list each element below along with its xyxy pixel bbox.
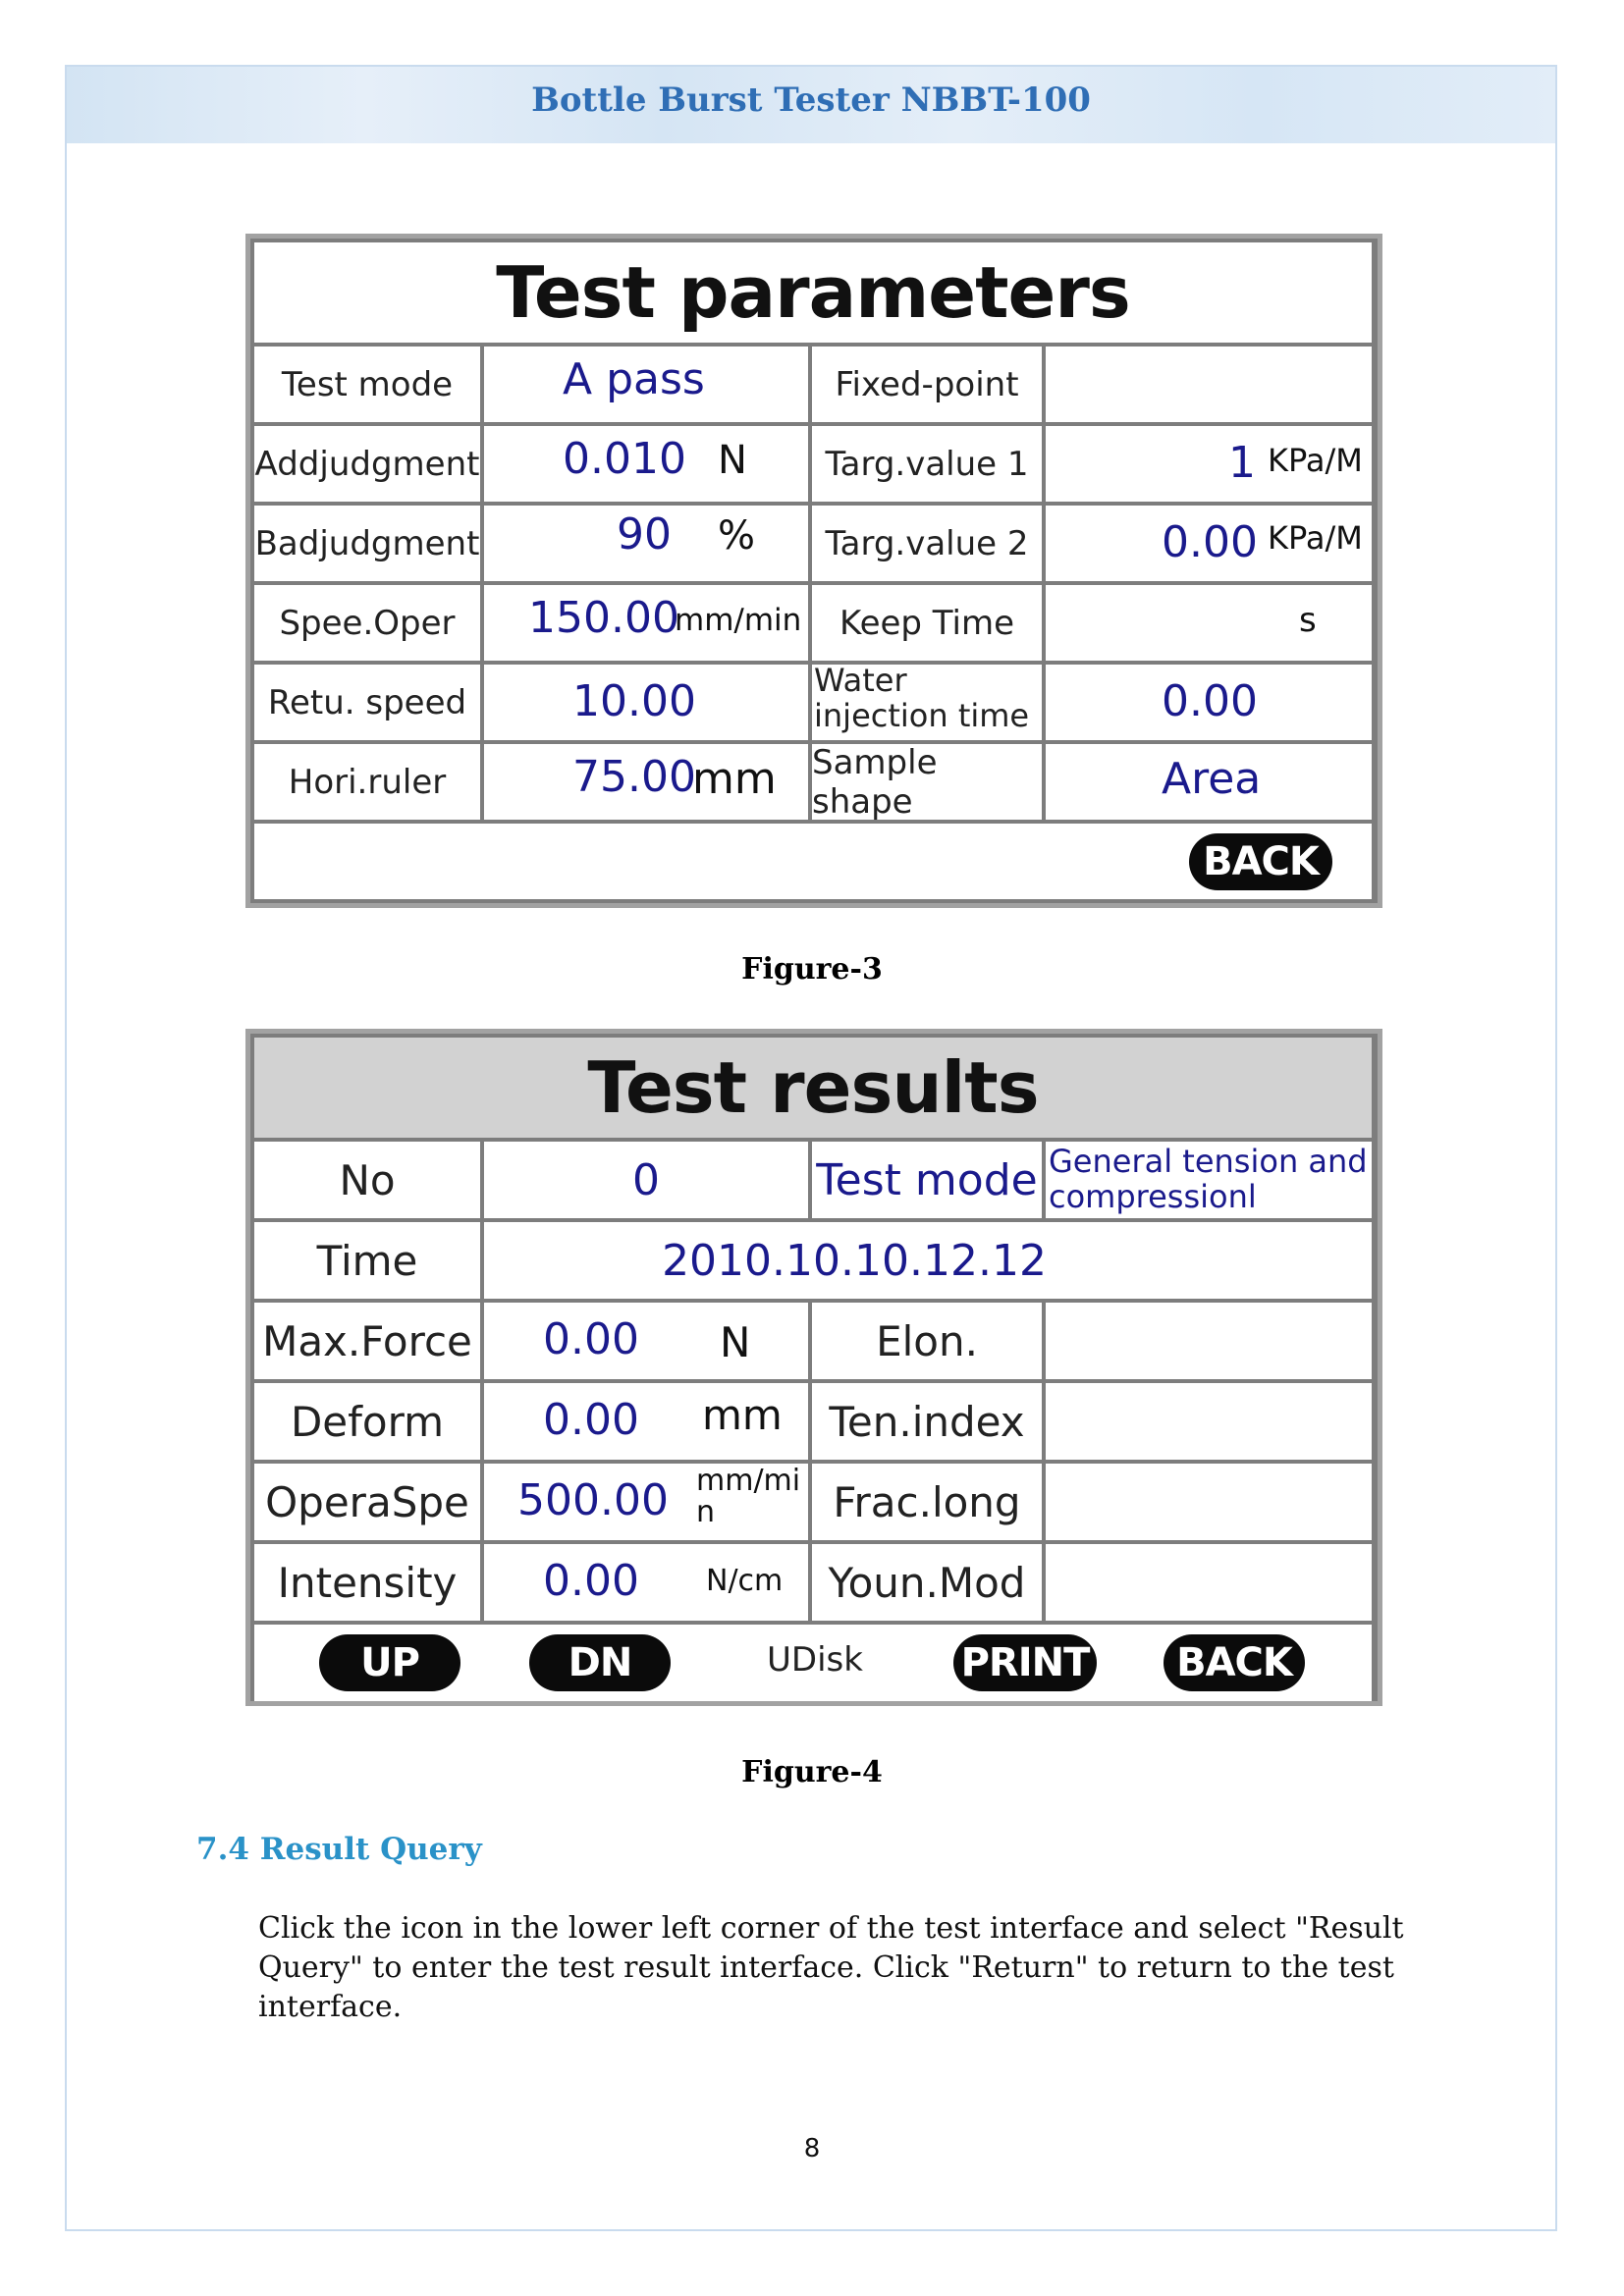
max-force-value: 0.00 — [543, 1314, 639, 1364]
elon-value-cell — [1046, 1303, 1372, 1379]
print-button[interactable]: PRINT — [953, 1634, 1097, 1691]
results-button-bar — [254, 1625, 1372, 1701]
badjudgment-label: Badjudgment — [254, 506, 480, 581]
keep-time-cell[interactable] — [1046, 585, 1372, 661]
opera-spe-label: OperaSpe — [254, 1464, 480, 1540]
results-back-button[interactable]: BACK — [1164, 1634, 1305, 1691]
time-value-cell — [484, 1222, 1372, 1299]
fixed-point-label: Fixed-point — [812, 347, 1042, 422]
page-number: 8 — [803, 2134, 821, 2163]
intensity-value-cell — [484, 1544, 808, 1621]
section-body-text: Click the icon in the lower left corner of the test interface and select "Result Query" to enter the test result interface. Click "Return" to return to the test interface. — [258, 1911, 1404, 2024]
up-button[interactable]: UP — [319, 1634, 460, 1691]
water-injection-time-cell[interactable] — [1046, 665, 1372, 740]
dn-button[interactable]: DN — [529, 1634, 671, 1691]
no-value: 0 — [632, 1154, 660, 1205]
max-force-unit: N — [720, 1318, 751, 1366]
ten-index-value-cell — [1046, 1383, 1372, 1460]
frac-long-value-cell — [1046, 1464, 1372, 1540]
deform-value-cell — [484, 1383, 808, 1460]
addjudgment-value-cell[interactable] — [484, 426, 808, 502]
parameters-back-button[interactable]: BACK — [1189, 833, 1332, 890]
sample-shape-cell[interactable] — [1046, 744, 1372, 820]
sample-shape-value: Area — [1162, 754, 1262, 804]
spee-oper-value-cell[interactable] — [484, 585, 808, 661]
no-label: No — [254, 1142, 480, 1218]
targ-value-2-label: Targ.value 2 — [812, 506, 1042, 581]
intensity-unit: N/cm — [706, 1564, 784, 1598]
test-mode-value-cell[interactable] — [484, 347, 808, 422]
time-label: Time — [254, 1222, 480, 1299]
youn-mod-label: Youn.Mod — [812, 1544, 1042, 1621]
mode-value-cell — [1046, 1142, 1372, 1218]
time-value: 2010.10.10.12.12 — [662, 1235, 1047, 1286]
ten-index-label: Ten.index — [812, 1383, 1042, 1460]
figure-3-caption: Figure-3 — [741, 952, 883, 987]
deform-unit: mm — [702, 1391, 783, 1439]
deform-label: Deform — [254, 1383, 480, 1460]
deform-value: 0.00 — [543, 1395, 639, 1445]
test-mode-result-label: Test mode — [816, 1154, 1038, 1205]
frac-long-label: Frac.long — [812, 1464, 1042, 1540]
targ-value-1-label: Targ.value 1 — [812, 426, 1042, 502]
test-parameters-panel — [245, 234, 1382, 908]
targ-value-1-cell[interactable] — [1046, 426, 1372, 502]
youn-mod-value-cell — [1046, 1544, 1372, 1621]
opera-spe-value: 500.00 — [517, 1475, 669, 1525]
opera-spe-value-cell — [484, 1464, 808, 1540]
mode-label-cell — [812, 1142, 1042, 1218]
water-injection-time-label-cell — [812, 662, 1042, 740]
sample-shape-label: Sample shape — [812, 744, 1042, 820]
retu-speed-label: Retu. speed — [254, 665, 480, 740]
targ-value-2-value: 0.00 — [1162, 517, 1258, 567]
test-parameters-title: Test parameters — [254, 242, 1372, 343]
intensity-label: Intensity — [254, 1544, 480, 1621]
section-heading — [196, 1832, 482, 1867]
section-title: Result Query — [259, 1832, 482, 1867]
test-mode-result-value: General tension and compressionl — [1049, 1143, 1368, 1215]
targ-value-2-unit: KPa/M — [1268, 519, 1363, 557]
hori-ruler-unit: mm — [692, 754, 777, 804]
elon-label: Elon. — [812, 1303, 1042, 1379]
parameters-button-bar — [254, 824, 1372, 899]
max-force-label: Max.Force — [254, 1303, 480, 1379]
water-injection-time-label: Water injection time — [814, 662, 1030, 734]
spee-oper-value: 150.00 — [528, 593, 679, 643]
badjudgment-unit: % — [718, 513, 756, 559]
retu-speed-value: 10.00 — [572, 676, 696, 726]
spee-oper-label: Spee.Oper — [254, 585, 480, 661]
max-force-value-cell — [484, 1303, 808, 1379]
keep-time-unit: s — [1299, 601, 1317, 640]
test-results-panel — [245, 1029, 1382, 1706]
hori-ruler-label: Hori.ruler — [254, 744, 480, 820]
no-value-cell — [484, 1142, 808, 1218]
addjudgment-unit: N — [718, 438, 747, 483]
udisk-button[interactable]: UDisk — [767, 1640, 863, 1680]
test-results-title: Test results — [254, 1038, 1372, 1138]
addjudgment-value: 0.010 — [563, 434, 686, 484]
hori-ruler-value: 75.00 — [572, 752, 696, 802]
badjudgment-value-cell[interactable] — [484, 506, 808, 581]
section-number: 7.4 — [196, 1832, 249, 1867]
hori-ruler-value-cell[interactable] — [484, 744, 808, 820]
retu-speed-value-cell[interactable] — [484, 665, 808, 740]
test-mode-value: A pass — [563, 354, 705, 404]
targ-value-2-cell[interactable] — [1046, 506, 1372, 581]
spee-oper-unit: mm/min — [675, 603, 802, 638]
targ-value-1-value: 1 — [1228, 438, 1256, 488]
opera-spe-unit: mm/min — [696, 1464, 801, 1529]
targ-value-1-unit: KPa/M — [1268, 442, 1363, 479]
badjudgment-value: 90 — [617, 509, 672, 560]
test-mode-label: Test mode — [254, 347, 480, 422]
addjudgment-label: Addjudgment — [254, 426, 480, 502]
fixed-point-value-cell[interactable] — [1046, 347, 1372, 422]
figure-4-caption: Figure-4 — [741, 1755, 883, 1789]
intensity-value: 0.00 — [543, 1556, 639, 1606]
document-header-title: Bottle Burst Tester NBBT-100 — [531, 80, 1091, 120]
water-injection-time-value: 0.00 — [1162, 676, 1258, 726]
keep-time-label: Keep Time — [812, 585, 1042, 661]
